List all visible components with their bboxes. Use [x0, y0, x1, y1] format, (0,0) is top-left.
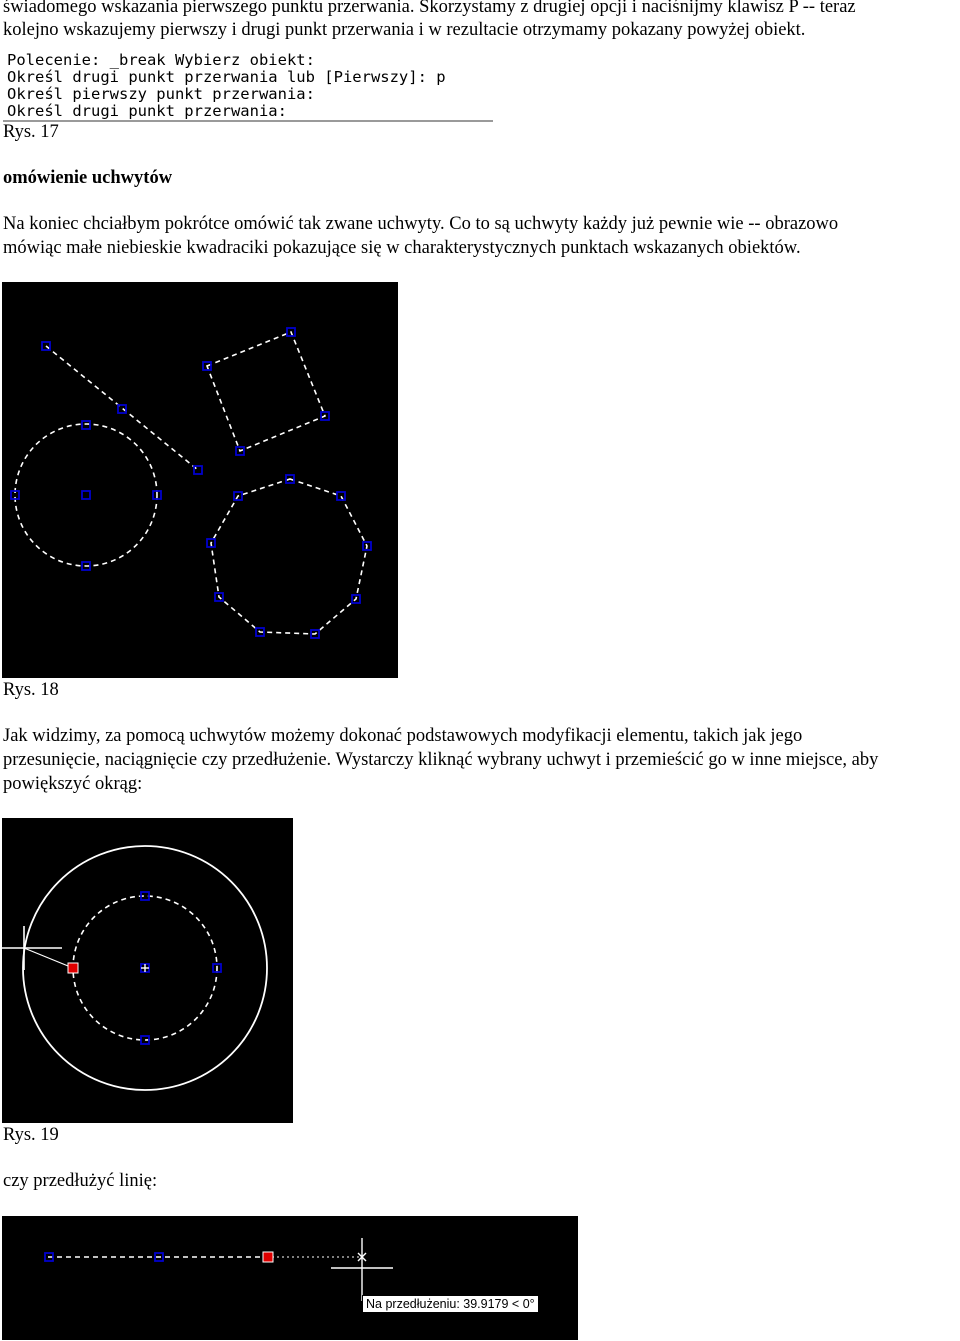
grips	[141, 892, 221, 1044]
grips	[11, 328, 371, 638]
extension-tooltip: Na przedłużeniu: 39.9179 < 0°	[362, 1295, 539, 1313]
command-line-3: Określ drugi punkt przerwania:	[7, 102, 287, 120]
crosshair-cursor	[331, 1238, 393, 1301]
circle-stretch-drawing	[2, 818, 293, 1123]
extend-line: czy przedłużyć linię:	[3, 1171, 158, 1191]
command-line-screenshot	[3, 51, 493, 122]
dashed-circle	[15, 424, 157, 566]
hot-grip	[68, 963, 78, 973]
line-extend-drawing	[2, 1216, 578, 1340]
command-line-2: Określ pierwszy punkt przerwania:	[7, 85, 315, 103]
section-heading: omówienie uchwytów	[3, 168, 173, 188]
grips-drawing	[2, 282, 398, 678]
modify-line-3: powiększyć okrąg:	[3, 774, 143, 794]
dashed-polygon	[211, 479, 367, 634]
grips-line-2: mówiąc małe niebieskie kwadraciki pokazujące się w charakterystycznych punktach wskazanych obiektów.	[3, 238, 801, 258]
center-mark	[141, 964, 149, 972]
dashed-line	[46, 346, 198, 470]
rubber-band-line	[24, 948, 73, 968]
figure-caption-17: Rys. 17	[3, 122, 59, 142]
grip-handle	[337, 492, 345, 500]
grips-line-1: Na koniec chciałbym pokrótce omówić tak zwane uchwyty. Co to są uchwyty każdy już pewnie wie -- obrazowo	[3, 214, 839, 234]
crosshair-cursor	[2, 926, 62, 970]
grip-handle	[82, 421, 90, 429]
intro-line-2: kolejno wskazujemy pierwszy i drugi punkt przerwania i w rezultacie otrzymamy pokazany powyżej obiekt.	[3, 20, 806, 40]
figure-caption-18: Rys. 18	[3, 680, 59, 700]
dashed-square	[207, 332, 325, 451]
modify-line-1: Jak widzimy, za pomocą uchwytów możemy dokonać podstawowych modyfikacji elementu, takich jak jego	[3, 726, 803, 746]
modify-line-2: przesunięcie, naciągnięcie czy przedłużenie. Wystarczy kliknąć wybrany uchwyt i przemieścić go w inne miejsce, aby	[3, 750, 879, 770]
command-line-cut: Polecenie: _break Wybierz obiekt:	[7, 51, 315, 69]
grip-handle	[82, 491, 90, 499]
command-line-1: Określ drugi punkt przerwania lub [Pierwszy]: p	[7, 68, 446, 86]
intro-line-1: świadomego wskazania pierwszego punktu przerwania. Skorzystamy z drugiej opcji i naciśnijmy klawisz P -- teraz	[3, 0, 856, 17]
figure-caption-19: Rys. 19	[3, 1125, 59, 1145]
hot-grip	[263, 1252, 273, 1262]
